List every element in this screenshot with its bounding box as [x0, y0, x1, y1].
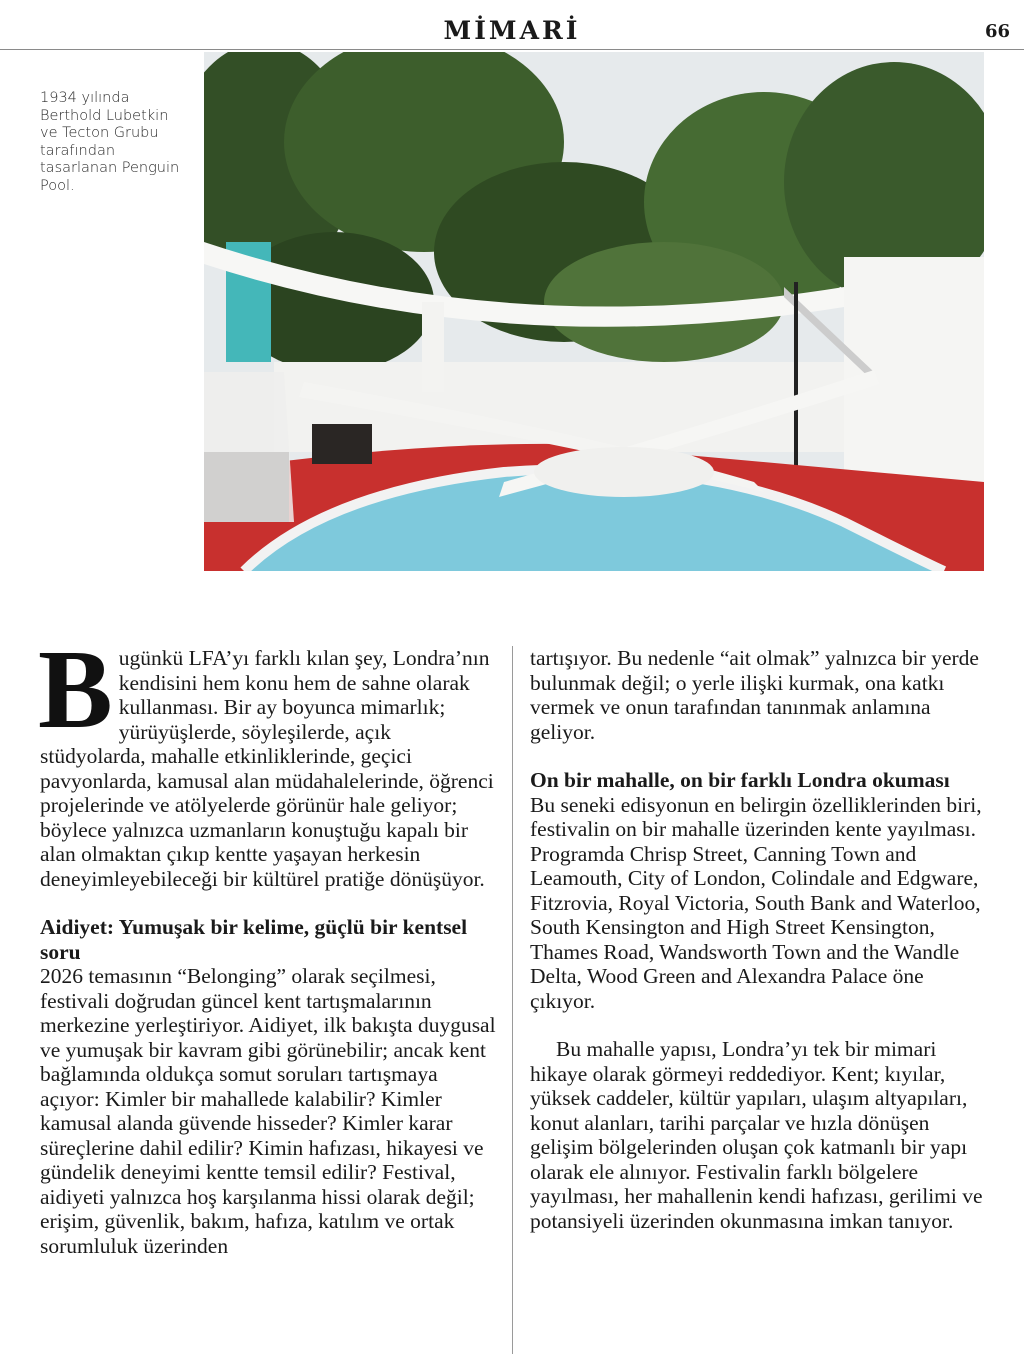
magazine-section-title: MİMARİ: [443, 16, 581, 45]
page-number: 66: [984, 21, 1010, 42]
section-heading-belonging: Aidiyet: Yumuşak bir kelime, güçlü bir kentsel soru: [40, 915, 468, 964]
section-body-neighbourhoods-2: Bu mahalle yapısı, Londra’yı tek bir mimari hikaye olarak görmeyi reddediyor. Kent; kıyılar, yüksek caddeler, kültür yapıları, ulaşım altyapıları, konut alanları, tarihi parçalar ve hızla dönüşen gelişim bölgelerinden oluşan çok katmanlı bir yapı olarak ele alınıyor. Festivalin farklı bölgelere yayılması, her mahallenin kendi hafızası, gerilimi ve potansiyeli üzerinden okunmasına imkan tanıyor.: [530, 1037, 983, 1233]
article-intro-paragraph: [38, 628, 498, 891]
article-column-left: [38, 628, 498, 1258]
article-intro-text: ugünkü LFA’yı farklı kılan şey, Londra’nın kendisini hem konu hem de sahne olarak kullanması. Bir ay boyunca mimarlık; yürüyüşlerde, söyleşilerde, açık stüdyolarda, mahalle etkinliklerinde, geçici pavyonlarda, kamusal alan müdahalelerinde, öğrenci projelerinde ve atölyelerde görünür hale geliyor; böylece yalnızca uzmanların konuştuğu kapalı bir alan olmaktan çıkıp kentte yaşayan herkesin deneyimleyebileceği bir kültürel pratiğe dönüşüyor.: [40, 646, 494, 891]
drop-cap: B: [38, 628, 113, 752]
article-column-right: [530, 646, 988, 1233]
section-body-belonging: 2026 temasının “Belonging” olarak seçilmesi, festivali doğrudan güncel kent tartışmalarının merkezine yerleştiriyor. Aidiyet, ilk bakışta duygusal ve yumuşak bir kavram gibi görünebilir; ancak kent bağlamında oldukça somut soruları tartışmaya açıyor: Kimler bir mahallede kalabilir? Kimler kamusal alanda güvende hisseder? Kimler karar süreçlerine dahil edilir? Kimin hafızası, hikayesi ve gündelik deneyimi kentte temsil edilir? Festival, aidiyeti yalnızca hoş karşılanma hissi olarak değil; erişim, güvenlik, bakım, hafıza, katılım ve ortak sorumluluk üzerinden: [40, 964, 496, 1258]
column-divider: [512, 646, 513, 1354]
section-body-belonging-continued: tartışıyor. Bu nedenle “ait olmak” yalnızca bir yerde bulunmak değil; o yerle ilişki kurmak, ona katkı vermek ve onun tarafından tanınmak anlamına geliyor.: [530, 646, 979, 744]
header-divider: [0, 49, 1024, 50]
photo-caption: 1934 yılında Berthold Lubetkin ve Tecton Grubu tarafından tasarlanan Penguin Pool.: [40, 90, 180, 194]
penguin-pool-photo: [204, 52, 984, 571]
section-heading-neighbourhoods: On bir mahalle, on bir farklı Londra okuması: [530, 768, 950, 792]
section-body-neighbourhoods: Bu seneki edisyonun en belirgin özelliklerinden biri, festivalin on bir mahalle üzerinden kente yayılması. Programda Chrisp Street, Canning Town and Leamouth, City of London, Colindale and Edgware, Fitzrovia, Royal Victoria, South Bank and Waterloo, South Kensington and High Street Kensington, Thames Road, Wandsworth Town and the Wandle Delta, Wood Green and Alexandra Palace öne çıkıyor.: [530, 792, 982, 1013]
